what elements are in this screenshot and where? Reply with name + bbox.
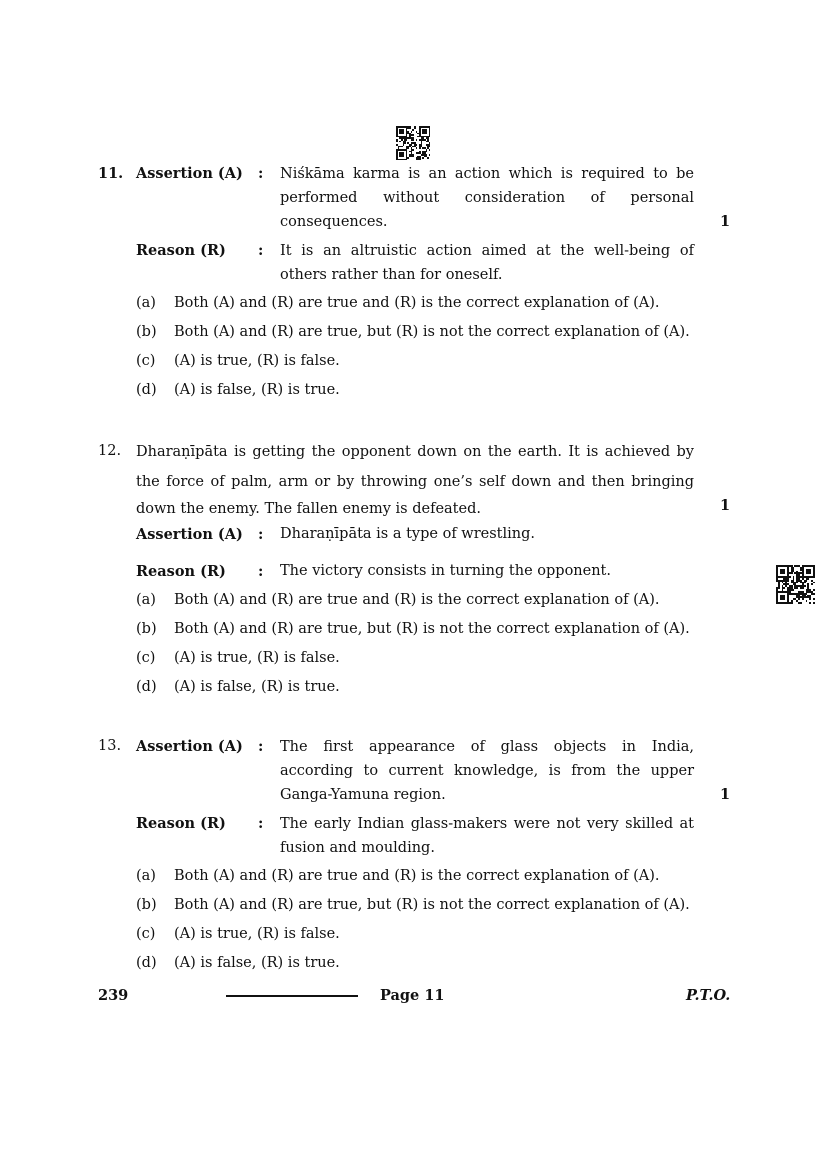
reason-line: It is an altruistic action aimed at the well-being of	[280, 243, 694, 259]
colon: :	[258, 242, 264, 259]
reason-label: Reason (R)	[136, 242, 226, 259]
option-label: (c)	[136, 650, 156, 666]
option-text: Both (A) and (R) are true and (R) is the correct explanation of (A).	[174, 868, 660, 884]
reason-line: The early Indian glass-makers were not very skilled at	[280, 816, 694, 832]
option-label: (c)	[136, 353, 156, 369]
reason-line: others rather than for oneself.	[280, 267, 503, 283]
assertion-line: performed without consideration of personal	[280, 190, 694, 206]
paper-code: 239	[98, 987, 129, 1004]
option-text: (A) is false, (R) is true.	[174, 679, 340, 695]
assertion-text	[280, 735, 694, 807]
reason-line: fusion and moulding.	[280, 840, 435, 856]
option-label: (b)	[136, 897, 157, 913]
passage-line: down the enemy. The fallen enemy is defeated.	[136, 501, 481, 517]
reason-text	[280, 239, 694, 287]
assertion-label: Assertion (A)	[136, 526, 243, 543]
assertion-text	[280, 162, 694, 234]
option-label: (d)	[136, 955, 157, 971]
option-label: (b)	[136, 324, 157, 340]
assertion-label: Assertion (A)	[136, 738, 243, 755]
colon: :	[258, 815, 264, 832]
reason-text: The victory consists in turning the opponent.	[280, 563, 611, 579]
question-number: 11.	[98, 165, 124, 182]
option-text: (A) is true, (R) is false.	[174, 650, 340, 666]
option-text: (A) is false, (R) is true.	[174, 382, 340, 398]
option-text: (A) is false, (R) is true.	[174, 955, 340, 971]
footer-rule	[226, 995, 358, 997]
option-text: Both (A) and (R) are true and (R) is the correct explanation of (A).	[174, 295, 660, 311]
option-label: (d)	[136, 679, 157, 695]
option-label: (b)	[136, 621, 157, 637]
colon: :	[258, 165, 264, 182]
option-text: Both (A) and (R) are true, but (R) is not the correct explanation of (A).	[174, 897, 690, 913]
page-number: Page 11	[380, 987, 445, 1004]
marks: 1	[720, 213, 731, 230]
marks: 1	[720, 786, 731, 803]
assertion-label: Assertion (A)	[136, 165, 243, 182]
option-text: Both (A) and (R) are true, but (R) is not the correct explanation of (A).	[174, 621, 690, 637]
assertion-text: Dharaṇīpāta is a type of wrestling.	[280, 526, 536, 542]
colon: :	[258, 563, 264, 580]
qr-code-side	[776, 565, 815, 604]
qr-code-top	[396, 126, 430, 160]
qr-module	[429, 159, 431, 161]
qr-module	[813, 602, 815, 604]
option-label: (c)	[136, 926, 156, 942]
option-label: (d)	[136, 382, 157, 398]
passage-line: Dharaṇīpāta is getting the opponent down on the earth. It is achieved by	[136, 444, 694, 460]
option-text: Both (A) and (R) are true and (R) is the correct explanation of (A).	[174, 592, 660, 608]
marks: 1	[720, 497, 731, 514]
option-text: (A) is true, (R) is false.	[174, 926, 340, 942]
assertion-line: consequences.	[280, 214, 388, 230]
question-number: 13.	[98, 738, 122, 754]
option-label: (a)	[136, 868, 156, 884]
question-number: 12.	[98, 443, 122, 459]
reason-label: Reason (R)	[136, 563, 226, 580]
colon: :	[258, 526, 264, 543]
option-label: (a)	[136, 295, 156, 311]
assertion-line: The first appearance of glass objects in India,	[280, 739, 694, 755]
option-text: Both (A) and (R) are true, but (R) is not the correct explanation of (A).	[174, 324, 690, 340]
pto-label: P.T.O.	[686, 987, 731, 1004]
assertion-line: according to current knowledge, is from the upper	[280, 763, 694, 779]
reason-text	[280, 812, 694, 860]
passage-line: the force of palm, arm or by throwing one’s self down and then bringing	[136, 474, 694, 490]
assertion-line: Niśkāma karma is an action which is required to be	[280, 166, 694, 182]
option-text: (A) is true, (R) is false.	[174, 353, 340, 369]
colon: :	[258, 738, 264, 755]
assertion-line: Ganga-Yamuna region.	[280, 787, 446, 803]
question-passage	[136, 437, 694, 521]
reason-label: Reason (R)	[136, 815, 226, 832]
option-label: (a)	[136, 592, 156, 608]
